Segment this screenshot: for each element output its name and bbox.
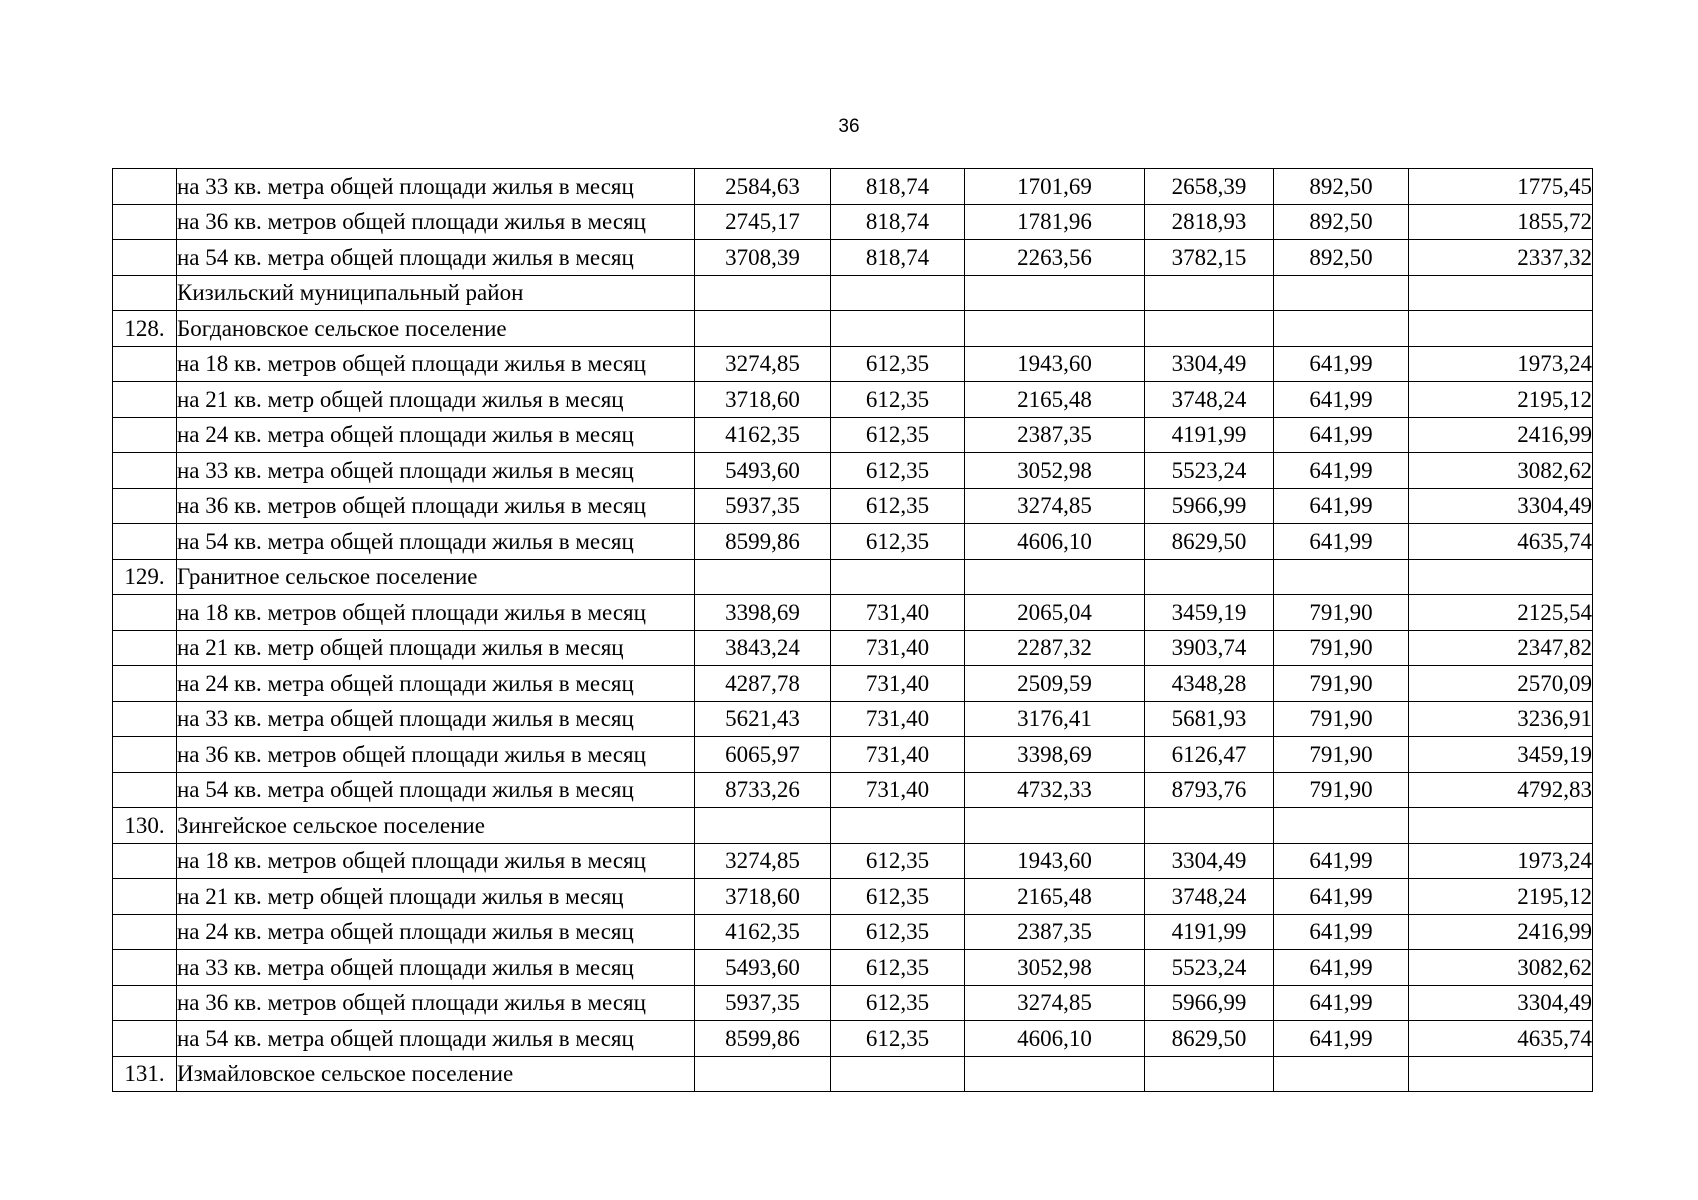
value-cell-col3: 2263,56	[965, 240, 1145, 276]
value-cell-col4: 6126,47	[1145, 737, 1274, 773]
table-row	[113, 950, 1593, 986]
value-cell-col5	[1274, 275, 1409, 311]
value-cell-col1: 3718,60	[695, 879, 831, 915]
value-cell-col3	[965, 559, 1145, 595]
row-name-cell: на 24 кв. метра общей площади жилья в месяц	[177, 666, 695, 702]
value-cell-col1	[695, 559, 831, 595]
row-number-cell	[113, 630, 177, 666]
value-cell-col3: 4606,10	[965, 1021, 1145, 1057]
table-row	[113, 275, 1593, 311]
row-name-cell: на 33 кв. метра общей площади жилья в месяц	[177, 453, 695, 489]
value-cell-col4: 5523,24	[1145, 453, 1274, 489]
table-row	[113, 382, 1593, 418]
table-row	[113, 169, 1593, 205]
value-cell-col4: 5523,24	[1145, 950, 1274, 986]
value-cell-col6: 3082,62	[1409, 950, 1593, 986]
value-cell-col6: 3304,49	[1409, 488, 1593, 524]
row-name-cell: на 21 кв. метр общей площади жилья в месяц	[177, 879, 695, 915]
row-name-cell: на 24 кв. метра общей площади жилья в месяц	[177, 417, 695, 453]
row-name-cell: на 18 кв. метров общей площади жилья в месяц	[177, 346, 695, 382]
row-number-cell	[113, 666, 177, 702]
row-name-cell: Кизильский муниципальный район	[177, 275, 695, 311]
value-cell-col2: 612,35	[831, 417, 965, 453]
value-cell-col6: 3459,19	[1409, 737, 1593, 773]
value-cell-col2: 612,35	[831, 382, 965, 418]
table-row	[113, 914, 1593, 950]
row-name-cell: на 54 кв. метра общей площади жилья в месяц	[177, 772, 695, 808]
value-cell-col2: 612,35	[831, 914, 965, 950]
value-cell-col3: 4732,33	[965, 772, 1145, 808]
value-cell-col5: 641,99	[1274, 1021, 1409, 1057]
value-cell-col3: 1943,60	[965, 346, 1145, 382]
row-number-cell	[113, 169, 177, 205]
value-cell-col4: 3782,15	[1145, 240, 1274, 276]
value-cell-col5: 791,90	[1274, 630, 1409, 666]
row-name-cell: на 36 кв. метров общей площади жилья в месяц	[177, 488, 695, 524]
table-row	[113, 204, 1593, 240]
row-name-cell: на 33 кв. метра общей площади жилья в месяц	[177, 701, 695, 737]
value-cell-col1: 8599,86	[695, 1021, 831, 1057]
value-cell-col4: 3304,49	[1145, 843, 1274, 879]
value-cell-col3: 3274,85	[965, 985, 1145, 1021]
value-cell-col5: 641,99	[1274, 879, 1409, 915]
value-cell-col1: 4162,35	[695, 417, 831, 453]
row-name-cell: на 18 кв. метров общей площади жилья в месяц	[177, 843, 695, 879]
value-cell-col3: 3274,85	[965, 488, 1145, 524]
value-cell-col4: 4348,28	[1145, 666, 1274, 702]
value-cell-col5: 641,99	[1274, 950, 1409, 986]
value-cell-col6: 1973,24	[1409, 843, 1593, 879]
value-cell-col5: 791,90	[1274, 701, 1409, 737]
row-number-cell: 129.	[113, 559, 177, 595]
value-cell-col6: 3082,62	[1409, 453, 1593, 489]
value-cell-col3: 2065,04	[965, 595, 1145, 631]
tariff-table	[112, 168, 1593, 1092]
row-name-cell: на 36 кв. метров общей площади жилья в месяц	[177, 737, 695, 773]
value-cell-col5: 791,90	[1274, 772, 1409, 808]
value-cell-col6: 3236,91	[1409, 701, 1593, 737]
row-number-cell	[113, 240, 177, 276]
value-cell-col6	[1409, 275, 1593, 311]
value-cell-col5: 791,90	[1274, 595, 1409, 631]
row-number-cell	[113, 1021, 177, 1057]
row-name-cell: на 54 кв. метра общей площади жилья в месяц	[177, 524, 695, 560]
value-cell-col6: 2416,99	[1409, 914, 1593, 950]
value-cell-col2: 612,35	[831, 488, 965, 524]
table-row	[113, 240, 1593, 276]
row-number-cell	[113, 914, 177, 950]
row-number-cell	[113, 204, 177, 240]
value-cell-col2: 731,40	[831, 737, 965, 773]
value-cell-col6: 1855,72	[1409, 204, 1593, 240]
table-body	[113, 169, 1593, 1092]
value-cell-col3: 4606,10	[965, 524, 1145, 560]
value-cell-col2: 818,74	[831, 204, 965, 240]
value-cell-col5: 641,99	[1274, 524, 1409, 560]
value-cell-col3	[965, 808, 1145, 844]
value-cell-col2: 731,40	[831, 772, 965, 808]
value-cell-col3	[965, 275, 1145, 311]
value-cell-col5	[1274, 559, 1409, 595]
value-cell-col1: 3274,85	[695, 346, 831, 382]
table-row	[113, 346, 1593, 382]
value-cell-col6: 4635,74	[1409, 1021, 1593, 1057]
value-cell-col5: 641,99	[1274, 346, 1409, 382]
row-name-cell: Гранитное сельское поселение	[177, 559, 695, 595]
value-cell-col2: 612,35	[831, 843, 965, 879]
value-cell-col6: 1775,45	[1409, 169, 1593, 205]
value-cell-col1: 3843,24	[695, 630, 831, 666]
value-cell-col6: 4792,83	[1409, 772, 1593, 808]
value-cell-col5: 641,99	[1274, 453, 1409, 489]
value-cell-col4: 3459,19	[1145, 595, 1274, 631]
value-cell-col5: 641,99	[1274, 843, 1409, 879]
table-row	[113, 737, 1593, 773]
value-cell-col5: 641,99	[1274, 382, 1409, 418]
row-name-cell: на 36 кв. метров общей площади жилья в месяц	[177, 204, 695, 240]
value-cell-col3: 2165,48	[965, 382, 1145, 418]
value-cell-col5	[1274, 311, 1409, 347]
value-cell-col1: 5937,35	[695, 488, 831, 524]
value-cell-col4: 4191,99	[1145, 417, 1274, 453]
value-cell-col2: 612,35	[831, 524, 965, 560]
value-cell-col2	[831, 311, 965, 347]
value-cell-col1: 6065,97	[695, 737, 831, 773]
value-cell-col1: 4287,78	[695, 666, 831, 702]
value-cell-col2: 612,35	[831, 453, 965, 489]
value-cell-col2	[831, 808, 965, 844]
value-cell-col4: 3748,24	[1145, 879, 1274, 915]
value-cell-col6: 2195,12	[1409, 382, 1593, 418]
value-cell-col2	[831, 559, 965, 595]
value-cell-col1: 3708,39	[695, 240, 831, 276]
value-cell-col2: 731,40	[831, 595, 965, 631]
value-cell-col2	[831, 1056, 965, 1092]
value-cell-col5	[1274, 1056, 1409, 1092]
value-cell-col1	[695, 311, 831, 347]
row-name-cell: на 54 кв. метра общей площади жилья в месяц	[177, 240, 695, 276]
value-cell-col5: 791,90	[1274, 737, 1409, 773]
table-row	[113, 1021, 1593, 1057]
value-cell-col1: 5493,60	[695, 453, 831, 489]
value-cell-col1: 3398,69	[695, 595, 831, 631]
value-cell-col4: 2658,39	[1145, 169, 1274, 205]
value-cell-col2	[831, 275, 965, 311]
row-number-cell	[113, 879, 177, 915]
row-number-cell	[113, 417, 177, 453]
row-name-cell: Зингейское сельское поселение	[177, 808, 695, 844]
value-cell-col1: 5621,43	[695, 701, 831, 737]
row-name-cell: Измайловское сельское поселение	[177, 1056, 695, 1092]
value-cell-col3: 1701,69	[965, 169, 1145, 205]
value-cell-col4: 3748,24	[1145, 382, 1274, 418]
value-cell-col4	[1145, 559, 1274, 595]
value-cell-col5: 641,99	[1274, 914, 1409, 950]
row-number-cell	[113, 488, 177, 524]
value-cell-col4: 3304,49	[1145, 346, 1274, 382]
value-cell-col3: 2387,35	[965, 417, 1145, 453]
table-row	[113, 808, 1593, 844]
value-cell-col3: 2287,32	[965, 630, 1145, 666]
row-number-cell	[113, 772, 177, 808]
value-cell-col4	[1145, 275, 1274, 311]
page-number: 36	[838, 116, 860, 137]
value-cell-col2: 731,40	[831, 701, 965, 737]
value-cell-col4	[1145, 1056, 1274, 1092]
value-cell-col5: 641,99	[1274, 985, 1409, 1021]
row-number-cell	[113, 701, 177, 737]
value-cell-col6	[1409, 559, 1593, 595]
row-number-cell	[113, 382, 177, 418]
value-cell-col2: 731,40	[831, 666, 965, 702]
value-cell-col1: 2584,63	[695, 169, 831, 205]
table-row	[113, 488, 1593, 524]
value-cell-col1	[695, 808, 831, 844]
table-row	[113, 701, 1593, 737]
value-cell-col6: 2570,09	[1409, 666, 1593, 702]
value-cell-col3: 2165,48	[965, 879, 1145, 915]
row-name-cell: на 33 кв. метра общей площади жилья в месяц	[177, 169, 695, 205]
row-number-cell	[113, 275, 177, 311]
value-cell-col6: 1973,24	[1409, 346, 1593, 382]
value-cell-col3	[965, 311, 1145, 347]
value-cell-col1: 3718,60	[695, 382, 831, 418]
value-cell-col4: 8793,76	[1145, 772, 1274, 808]
value-cell-col3: 3052,98	[965, 453, 1145, 489]
row-number-cell	[113, 950, 177, 986]
row-number-cell	[113, 453, 177, 489]
table-row	[113, 666, 1593, 702]
value-cell-col4	[1145, 808, 1274, 844]
value-cell-col5: 892,50	[1274, 204, 1409, 240]
table-row	[113, 772, 1593, 808]
value-cell-col3: 3176,41	[965, 701, 1145, 737]
value-cell-col2: 612,35	[831, 1021, 965, 1057]
value-cell-col2: 612,35	[831, 985, 965, 1021]
value-cell-col5: 641,99	[1274, 417, 1409, 453]
value-cell-col5: 892,50	[1274, 240, 1409, 276]
value-cell-col5: 641,99	[1274, 488, 1409, 524]
value-cell-col4: 2818,93	[1145, 204, 1274, 240]
row-name-cell: Богдановское сельское поселение	[177, 311, 695, 347]
value-cell-col3: 3398,69	[965, 737, 1145, 773]
value-cell-col5: 892,50	[1274, 169, 1409, 205]
row-number-cell	[113, 843, 177, 879]
value-cell-col6: 2337,32	[1409, 240, 1593, 276]
table-row	[113, 630, 1593, 666]
value-cell-col4: 5966,99	[1145, 985, 1274, 1021]
value-cell-col1: 4162,35	[695, 914, 831, 950]
row-name-cell: на 18 кв. метров общей площади жилья в месяц	[177, 595, 695, 631]
value-cell-col1	[695, 275, 831, 311]
value-cell-col4: 5966,99	[1145, 488, 1274, 524]
value-cell-col2: 731,40	[831, 630, 965, 666]
table-row	[113, 453, 1593, 489]
row-number-cell: 128.	[113, 311, 177, 347]
value-cell-col4: 8629,50	[1145, 1021, 1274, 1057]
value-cell-col6: 4635,74	[1409, 524, 1593, 560]
row-name-cell: на 21 кв. метр общей площади жилья в месяц	[177, 630, 695, 666]
table-row	[113, 843, 1593, 879]
value-cell-col4	[1145, 311, 1274, 347]
row-number-cell: 130.	[113, 808, 177, 844]
value-cell-col3	[965, 1056, 1145, 1092]
value-cell-col4: 4191,99	[1145, 914, 1274, 950]
value-cell-col1	[695, 1056, 831, 1092]
value-cell-col3: 3052,98	[965, 950, 1145, 986]
table-row	[113, 595, 1593, 631]
value-cell-col1: 3274,85	[695, 843, 831, 879]
table-row	[113, 559, 1593, 595]
value-cell-col3: 2509,59	[965, 666, 1145, 702]
value-cell-col1: 8599,86	[695, 524, 831, 560]
value-cell-col5	[1274, 808, 1409, 844]
value-cell-col6: 2347,82	[1409, 630, 1593, 666]
row-number-cell	[113, 737, 177, 773]
value-cell-col4: 3903,74	[1145, 630, 1274, 666]
row-number-cell	[113, 595, 177, 631]
value-cell-col1: 8733,26	[695, 772, 831, 808]
row-number-cell: 131.	[113, 1056, 177, 1092]
value-cell-col1: 2745,17	[695, 204, 831, 240]
value-cell-col6: 2416,99	[1409, 417, 1593, 453]
value-cell-col6	[1409, 311, 1593, 347]
value-cell-col3: 1781,96	[965, 204, 1145, 240]
table-row	[113, 417, 1593, 453]
value-cell-col1: 5937,35	[695, 985, 831, 1021]
value-cell-col3: 1943,60	[965, 843, 1145, 879]
value-cell-col6: 3304,49	[1409, 985, 1593, 1021]
row-name-cell: на 36 кв. метров общей площади жилья в месяц	[177, 985, 695, 1021]
row-number-cell	[113, 985, 177, 1021]
table-row	[113, 311, 1593, 347]
value-cell-col2: 818,74	[831, 169, 965, 205]
table-row	[113, 1056, 1593, 1092]
table-row	[113, 879, 1593, 915]
row-number-cell	[113, 346, 177, 382]
value-cell-col5: 791,90	[1274, 666, 1409, 702]
row-name-cell: на 21 кв. метр общей площади жилья в месяц	[177, 382, 695, 418]
row-number-cell	[113, 524, 177, 560]
value-cell-col2: 612,35	[831, 346, 965, 382]
value-cell-col2: 612,35	[831, 950, 965, 986]
value-cell-col3: 2387,35	[965, 914, 1145, 950]
row-name-cell: на 54 кв. метра общей площади жилья в месяц	[177, 1021, 695, 1057]
value-cell-col2: 818,74	[831, 240, 965, 276]
value-cell-col6: 2195,12	[1409, 879, 1593, 915]
value-cell-col2: 612,35	[831, 879, 965, 915]
value-cell-col6	[1409, 808, 1593, 844]
value-cell-col1: 5493,60	[695, 950, 831, 986]
row-name-cell: на 24 кв. метра общей площади жилья в месяц	[177, 914, 695, 950]
table-row	[113, 524, 1593, 560]
value-cell-col6: 2125,54	[1409, 595, 1593, 631]
table-row	[113, 985, 1593, 1021]
value-cell-col4: 5681,93	[1145, 701, 1274, 737]
row-name-cell: на 33 кв. метра общей площади жилья в месяц	[177, 950, 695, 986]
value-cell-col4: 8629,50	[1145, 524, 1274, 560]
value-cell-col6	[1409, 1056, 1593, 1092]
